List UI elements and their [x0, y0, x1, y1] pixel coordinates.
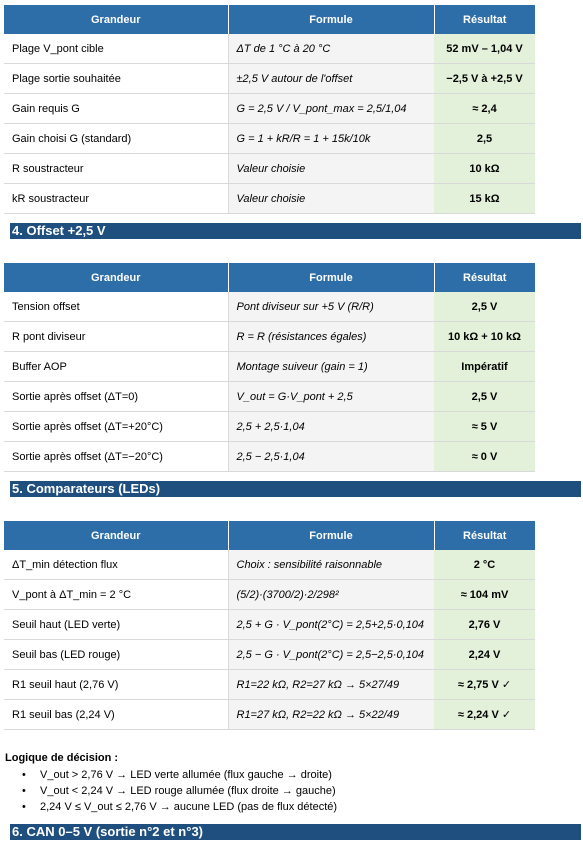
table-row: [4, 550, 535, 580]
cell-resultat: ≈ 104 mV: [434, 580, 535, 610]
header-resultat: Résultat: [434, 521, 535, 550]
logic-title: Logique de décision :: [5, 752, 119, 764]
cell-grandeur: Seuil haut (LED verte): [4, 610, 228, 640]
cell-formule: 2,5 − G · V_pont(2°C) = 2,5−2,5·0,104: [228, 640, 434, 670]
section-heading-offset: 4. Offset +2,5 V: [10, 223, 581, 239]
cell-formule: (5/2)·(3700/2)·2/298²: [228, 580, 434, 610]
cell-formule: Montage suiveur (gain = 1): [228, 352, 434, 382]
cell-resultat: 2,24 V: [434, 640, 535, 670]
cell-formule: 2,5 + G · V_pont(2°C) = 2,5+2,5·0,104: [228, 610, 434, 640]
table-row: [4, 640, 535, 670]
cell-grandeur: Sortie après offset (ΔT=+20°C): [4, 412, 228, 442]
cell-resultat: ≈ 2,4: [434, 94, 535, 124]
cell-resultat: −2,5 V à +2,5 V: [434, 64, 535, 94]
list-item: [22, 783, 337, 799]
list-item-text: V_out < 2,24 V → LED rouge allumée (flux droite → gauche): [40, 785, 336, 797]
table-row: [4, 124, 535, 154]
table-row: [4, 322, 535, 352]
offset-table: [4, 263, 535, 472]
table-row: [4, 670, 535, 700]
table-header: [4, 521, 535, 550]
cell-resultat: ≈ 5 V: [434, 412, 535, 442]
cell-formule: V_out = G·V_pont + 2,5: [228, 382, 434, 412]
cell-resultat: 2,5: [434, 124, 535, 154]
header-resultat: Résultat: [434, 5, 535, 34]
section-heading-can: 6. CAN 0–5 V (sortie n°2 et n°3): [10, 824, 581, 840]
gain-table: [4, 5, 535, 214]
cell-resultat: ≈ 0 V: [434, 442, 535, 472]
cell-formule: G = 2,5 V / V_pont_max = 2,5/1,04: [228, 94, 434, 124]
bullet-icon: •: [22, 785, 26, 797]
cell-grandeur: Plage V_pont cible: [4, 34, 228, 64]
list-item: [22, 799, 337, 815]
cell-formule: 2,5 − 2,5·1,04: [228, 442, 434, 472]
header-formule: Formule: [228, 263, 434, 292]
cell-grandeur: Seuil bas (LED rouge): [4, 640, 228, 670]
table-row: [4, 34, 535, 64]
cell-grandeur: Plage sortie souhaitée: [4, 64, 228, 94]
list-item: [22, 767, 337, 783]
table-row: [4, 154, 535, 184]
cell-resultat: 2,5 V: [434, 382, 535, 412]
cell-grandeur: Gain requis G: [4, 94, 228, 124]
bullet-icon: •: [22, 801, 26, 813]
cell-resultat: Impératif: [434, 352, 535, 382]
cell-resultat: 15 kΩ: [434, 184, 535, 214]
cell-resultat: 2,76 V: [434, 610, 535, 640]
cell-formule: R = R (résistances égales): [228, 322, 434, 352]
table-header: [4, 5, 535, 34]
cell-resultat: 10 kΩ: [434, 154, 535, 184]
cell-resultat: ≈ 2,24 V ✓: [434, 700, 535, 730]
cell-resultat: 52 mV – 1,04 V: [434, 34, 535, 64]
bullet-icon: •: [22, 769, 26, 781]
header-resultat: Résultat: [434, 263, 535, 292]
table-row: [4, 64, 535, 94]
cell-resultat: 2,5 V: [434, 292, 535, 322]
list-item-text: 2,24 V ≤ V_out ≤ 2,76 V → aucune LED (pas de flux détecté): [40, 801, 338, 813]
cell-resultat: 10 kΩ + 10 kΩ: [434, 322, 535, 352]
list-item-text: V_out > 2,76 V → LED verte allumée (flux gauche → droite): [40, 769, 332, 781]
table-row: [4, 412, 535, 442]
cell-resultat: 2 °C: [434, 550, 535, 580]
cell-formule: Choix : sensibilité raisonnable: [228, 550, 434, 580]
header-grandeur: Grandeur: [4, 521, 228, 550]
cell-grandeur: Sortie après offset (ΔT=0): [4, 382, 228, 412]
table-row: [4, 184, 535, 214]
section-heading-comparateurs: 5. Comparateurs (LEDs): [10, 481, 581, 497]
cell-grandeur: R1 seuil haut (2,76 V): [4, 670, 228, 700]
cell-resultat: ≈ 2,75 V ✓: [434, 670, 535, 700]
cell-grandeur: V_pont à ΔT_min = 2 °C: [4, 580, 228, 610]
cell-formule: ±2,5 V autour de l'offset: [228, 64, 434, 94]
cell-grandeur: kR soustracteur: [4, 184, 228, 214]
table-row: [4, 700, 535, 730]
header-grandeur: Grandeur: [4, 263, 228, 292]
table-row: [4, 94, 535, 124]
cell-formule: 2,5 + 2,5·1,04: [228, 412, 434, 442]
table-header: [4, 263, 535, 292]
cell-formule: Valeur choisie: [228, 184, 434, 214]
cell-grandeur: R pont diviseur: [4, 322, 228, 352]
table-row: [4, 292, 535, 322]
cell-formule: R1=27 kΩ, R2=22 kΩ → 5×22/49: [228, 700, 434, 730]
comparateurs-table: [4, 521, 535, 730]
logic-list: [22, 767, 337, 815]
cell-grandeur: Tension offset: [4, 292, 228, 322]
cell-formule: Pont diviseur sur +5 V (R/R): [228, 292, 434, 322]
table-row: [4, 352, 535, 382]
table-row: [4, 610, 535, 640]
cell-grandeur: ΔT_min détection flux: [4, 550, 228, 580]
table-row: [4, 382, 535, 412]
table-row: [4, 580, 535, 610]
cell-grandeur: R1 seuil bas (2,24 V): [4, 700, 228, 730]
header-formule: Formule: [228, 521, 434, 550]
cell-formule: Valeur choisie: [228, 154, 434, 184]
cell-formule: ΔT de 1 °C à 20 °C: [228, 34, 434, 64]
cell-grandeur: Gain choisi G (standard): [4, 124, 228, 154]
header-formule: Formule: [228, 5, 434, 34]
cell-grandeur: R soustracteur: [4, 154, 228, 184]
table-row: [4, 442, 535, 472]
cell-formule: R1=22 kΩ, R2=27 kΩ → 5×27/49: [228, 670, 434, 700]
cell-formule: G = 1 + kR/R = 1 + 15k/10k: [228, 124, 434, 154]
header-grandeur: Grandeur: [4, 5, 228, 34]
cell-grandeur: Sortie après offset (ΔT=−20°C): [4, 442, 228, 472]
cell-grandeur: Buffer AOP: [4, 352, 228, 382]
